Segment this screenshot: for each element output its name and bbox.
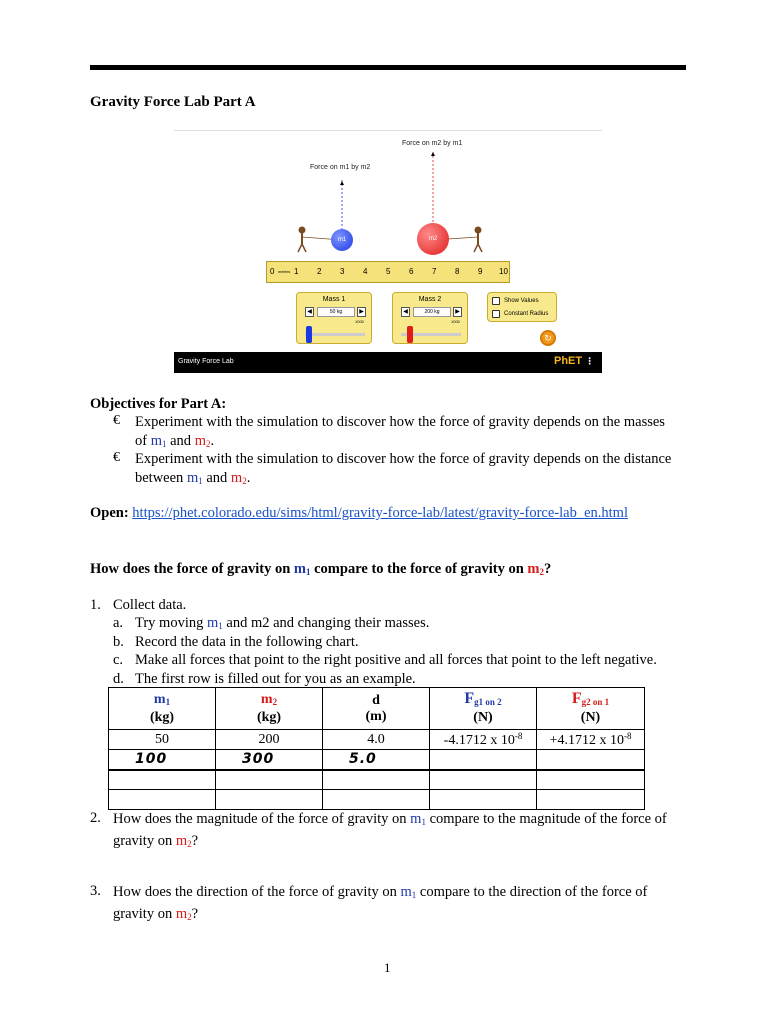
table-cell [537, 730, 645, 750]
simulation-screenshot [174, 130, 602, 373]
ruler-tick-label: 9 [478, 267, 483, 276]
m1-symbol: m [186, 469, 199, 486]
m1-symbol: m [150, 432, 162, 449]
slider-max-label: 1000 [451, 319, 460, 324]
table-cell[interactable] [537, 750, 645, 770]
objective-text: and [166, 432, 195, 449]
objective-item [135, 413, 675, 453]
table-cell[interactable] [216, 790, 323, 810]
header-symbol: m [153, 691, 166, 707]
table-cell: 4.0 [323, 730, 430, 750]
constant-radius-label: Constant Radius [504, 311, 549, 317]
sim-drawing [174, 130, 602, 370]
table-cell: 50 [109, 730, 216, 750]
question-text: ? [544, 561, 552, 577]
m2-symbol: m [194, 432, 206, 449]
ruler-tick-label: 1 [294, 267, 299, 276]
objective-text: Experiment with the simulation to discover how the force of gravity depends on the distance between [135, 451, 672, 486]
m1-symbol: m [410, 811, 422, 827]
substep-text: Try moving [135, 615, 207, 631]
mass-2-title: Mass 2 [418, 296, 442, 303]
substep-letter: c. [113, 652, 124, 668]
handwritten-cell[interactable]: 5.0 [323, 750, 430, 770]
phet-logo[interactable]: PhET ⋮ [554, 355, 595, 367]
mass-1-slider-track[interactable] [305, 333, 365, 336]
substep-letter: a. [113, 615, 124, 631]
force-value: -4.1712 x 10 [443, 732, 515, 748]
m2-subscript: 2 [242, 475, 247, 486]
open-label: Open: [90, 505, 129, 521]
constant-radius-checkbox[interactable] [492, 310, 548, 318]
m2-symbol: m [175, 833, 188, 849]
simulation-link[interactable]: https://phet.colorado.edu/sims/html/gravity-force-lab/latest/gravity-force-lab_en.html [132, 505, 628, 521]
table-cell[interactable] [109, 770, 216, 790]
m2-subscript: 2 [205, 438, 211, 449]
table-row [109, 730, 645, 750]
table-cell[interactable] [537, 770, 645, 790]
question-text: How does the force of gravity on [90, 561, 294, 577]
table-cell[interactable] [109, 790, 216, 810]
table-row [109, 790, 645, 810]
mass-1-slider-knob[interactable] [306, 326, 312, 343]
handwritten-cell[interactable]: 300 [216, 750, 323, 770]
force-label-m2: Force on m2 by m1 [402, 140, 463, 147]
m1-subscript: 1 [218, 621, 223, 631]
header-unit: (kg) [149, 709, 175, 725]
mass-1-value: 50 kg [317, 307, 355, 317]
handwritten-cell[interactable]: 100 [109, 750, 216, 770]
substep-a [135, 615, 429, 632]
step-text: ? [191, 833, 199, 849]
step-3-text [113, 883, 683, 927]
mass-2-panel [392, 292, 468, 344]
mass-1-decrease-button[interactable]: ◀ [305, 307, 314, 317]
objective-text: . [246, 469, 251, 486]
page-title: Gravity Force Lab Part A [90, 94, 256, 110]
bullet-icon: € [113, 413, 120, 428]
header-fg2on1 [537, 688, 645, 730]
table-cell[interactable] [323, 790, 430, 810]
header-symbol: F [464, 690, 475, 707]
m2-subscript: 2 [187, 912, 192, 922]
substep-letter: d. [113, 671, 124, 687]
table-cell [430, 730, 537, 750]
page-number: 1 [384, 960, 391, 975]
mass-1-title: Mass 1 [322, 296, 346, 303]
objective-text: . [210, 432, 215, 449]
header-subscript: g1 on 2 [474, 697, 502, 707]
mass-2-decrease-button[interactable]: ◀ [401, 307, 410, 317]
force-value: +4.1712 x 10 [549, 732, 624, 748]
sim-footer-bar [174, 352, 602, 373]
ruler-tick-label: 6 [409, 267, 414, 276]
ruler-tick-label: 2 [317, 267, 322, 276]
ruler-tick-label: 10 [499, 267, 508, 276]
m1-subscript: 1 [306, 567, 311, 577]
table-cell: 200 [216, 730, 323, 750]
mass-1-panel [296, 292, 372, 344]
step-text: How does the magnitude of the force of gravity on [113, 811, 411, 827]
bullet-icon: € [113, 450, 120, 465]
m2-symbol: m [175, 906, 188, 922]
m2-subscript: 2 [187, 839, 192, 849]
show-values-label: Show Values [504, 298, 539, 304]
force-label-m1: Force on m1 by m2 [310, 164, 371, 171]
table-row [109, 750, 645, 770]
sim-footer-title: Gravity Force Lab [178, 358, 234, 365]
step-3-number: 3. [90, 883, 101, 899]
m1-subscript: 1 [162, 438, 167, 449]
mass-2-value: 200 kg [413, 307, 451, 317]
ruler-tick-label: 7 [432, 267, 437, 276]
mass-2-ball[interactable]: m2 [417, 223, 449, 255]
objective-item [135, 450, 675, 490]
table-cell[interactable] [430, 750, 537, 770]
m1-subscript: 1 [421, 817, 426, 827]
exponent: -8 [514, 730, 523, 741]
header-subscript: 2 [272, 696, 278, 707]
step-1-text: Collect data. [113, 597, 187, 613]
ruler-tick-label: 3 [340, 267, 345, 276]
header-symbol: m [260, 691, 273, 707]
mass-2-increase-button[interactable]: ▶ [453, 307, 462, 317]
table-row [109, 770, 645, 790]
objective-text: and [202, 469, 231, 486]
header-m2 [216, 688, 323, 730]
header-symbol: F [571, 690, 582, 707]
ruler-tick-label: 0 [270, 267, 275, 276]
m2-symbol: m [230, 469, 243, 486]
ruler-unit: meters [278, 269, 291, 274]
question-text: compare to the force of gravity on [310, 561, 528, 577]
substep-letter: b. [113, 634, 124, 650]
phet-logo-text: PhET [554, 355, 583, 367]
header-unit: (N) [473, 710, 493, 725]
step-text: How does the direction of the force of gravity on [113, 884, 401, 900]
ruler-tick-label: 5 [386, 267, 391, 276]
ruler[interactable] [266, 261, 510, 283]
objective-text: Experiment with the simulation to discover how the force of gravity depends on the masses of [135, 414, 665, 449]
substep-b: Record the data in the following chart. [135, 634, 359, 650]
substep-c: Make all forces that point to the right positive and all forces that point to the left negative. [135, 652, 657, 668]
mass-1-ball[interactable]: m1 [331, 229, 353, 251]
exponent: -8 [623, 730, 632, 741]
m1-symbol: m [400, 884, 412, 900]
header-unit: (kg) [256, 709, 282, 725]
mass-1-increase-button[interactable]: ▶ [357, 307, 366, 317]
header-unit: (m) [365, 708, 387, 724]
main-question [90, 561, 551, 578]
header-symbol: d [372, 692, 380, 708]
header-fg1on2 [430, 688, 537, 730]
show-values-checkbox[interactable] [492, 297, 539, 305]
open-line [90, 505, 628, 522]
ruler-tick-label: 4 [363, 267, 368, 276]
step-2-text [113, 810, 683, 854]
substep-text: and m2 and changing their masses. [222, 615, 430, 631]
m1-symbol: m [206, 615, 219, 631]
slider-max-label: 1000 [355, 319, 364, 324]
ruler-tick-label: 8 [455, 267, 460, 276]
step-text: compare to the direction of the force of gravity on [113, 884, 648, 922]
table-cell[interactable] [216, 770, 323, 790]
table-cell[interactable] [430, 770, 537, 790]
header-subscript: g2 on 1 [581, 697, 610, 707]
table-cell[interactable] [430, 790, 537, 810]
m2-symbol: m [527, 561, 540, 577]
m1-subscript: 1 [198, 475, 203, 486]
step-2-number: 2. [90, 810, 101, 826]
table-header-row [109, 688, 645, 730]
m1-subscript: 1 [411, 890, 417, 900]
options-panel [487, 292, 557, 322]
header-unit: (N) [580, 710, 601, 725]
header-m1 [109, 688, 216, 730]
table-cell[interactable] [537, 790, 645, 810]
m1-symbol: m [293, 561, 306, 577]
header-subscript: 1 [165, 696, 171, 707]
data-table [108, 687, 645, 810]
substep-d: The first row is filled out for you as an example. [135, 671, 416, 687]
reset-icon[interactable]: ↻ [540, 330, 556, 346]
header-d [323, 688, 430, 730]
m2-subscript: 2 [539, 567, 544, 577]
step-1-number: 1. [90, 597, 101, 613]
step-text: compare to the magnitude of the force of gravity on [113, 811, 667, 849]
mass-2-slider-knob[interactable] [407, 326, 413, 343]
top-rule [90, 65, 686, 70]
objectives-heading: Objectives for Part A: [90, 396, 227, 412]
step-text: ? [191, 906, 199, 922]
table-cell[interactable] [323, 770, 430, 790]
